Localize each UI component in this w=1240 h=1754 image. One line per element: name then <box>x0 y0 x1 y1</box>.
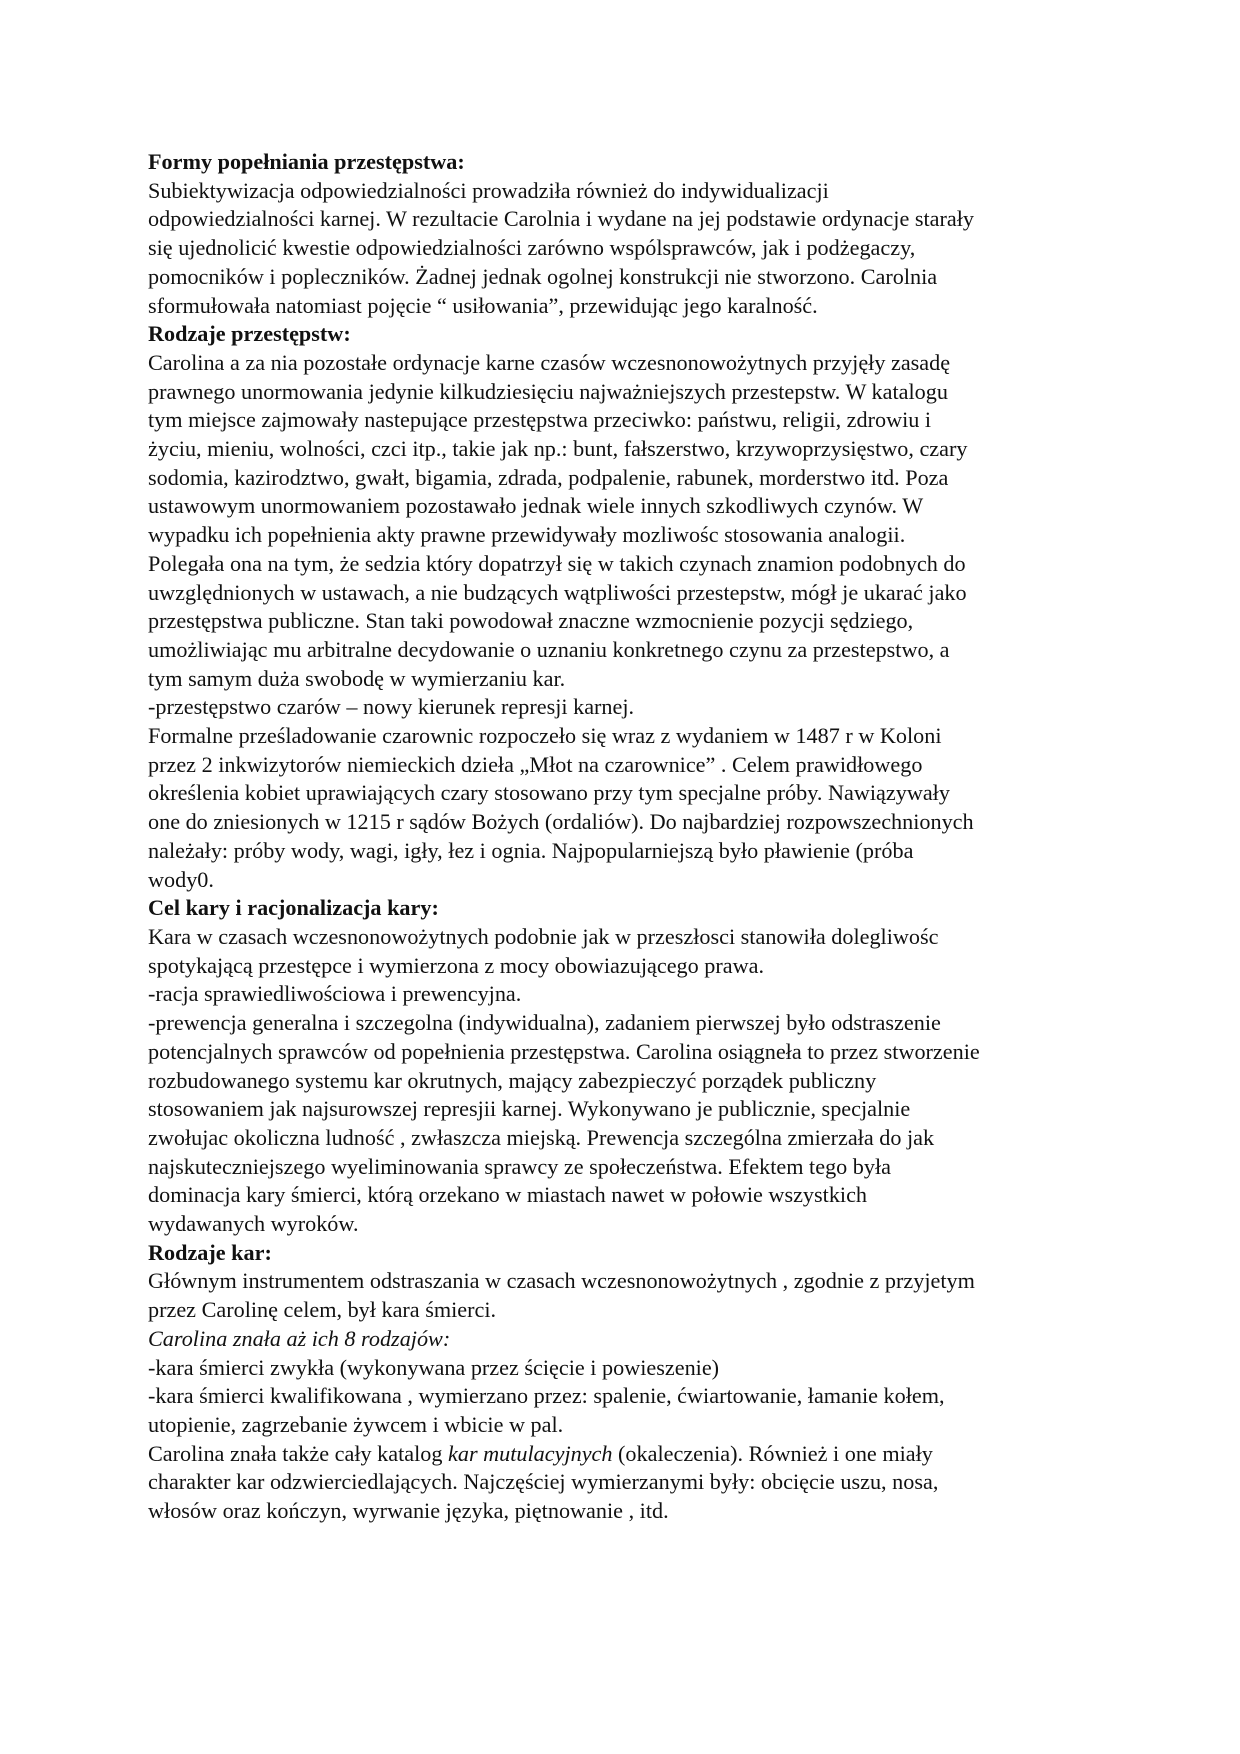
text-line: Głównym instrumentem odstraszania w czasach wczesnonowożytnych , zgodnie z przyjetym <box>148 1268 975 1294</box>
text-line: potencjalnych sprawców od popełnienia przestępstwa. Carolina osiągneła to przez stworzenie <box>148 1038 980 1064</box>
italic-phrase: kar mutulacyjnych <box>448 1440 613 1466</box>
text-line: Polegała ona na tym, że sedzia który dopatrzył się w takich czynach znamion podobnych do <box>148 550 966 576</box>
text-line: dominacja kary śmierci, którą orzekano w miastach nawet w połowie wszystkich <box>148 1182 868 1208</box>
text-line: zwołujac okoliczna ludność , zwłaszcza miejską. Prewencja szczególna zmierzała do jak <box>148 1124 935 1150</box>
text-line: -prewencja generalna i szczegolna (indywidualna), zadaniem pierwszej było odstraszenie <box>148 1010 941 1036</box>
text-line: Kara w czasach wczesnonowożytnych podobnie jak w przeszłosci stanowiła dolegliwośc <box>148 923 939 949</box>
text-line: -racja sprawiedliwościowa i prewencyjna. <box>148 981 522 1007</box>
text-line: przez 2 inkwizytorów niemieckich dzieła „Młot na czarownice” . Celem prawidłowego <box>148 751 923 777</box>
text-line: stosowaniem jak najsurowszej represjii karnej. Wykonywano je publicznie, specjalnie <box>148 1096 911 1122</box>
text-line: sodomia, kazirodztwo, gwałt, bigamia, zdrada, podpalenie, rabunek, morderstwo itd. Poza <box>148 464 949 490</box>
section-heading: Rodzaje kar: <box>148 1239 272 1265</box>
text-line: należały: próby wody, wagi, igły, łez i ognia. Najpopularniejszą było pławienie (próba <box>148 837 914 863</box>
text-line: określenia kobiet uprawiających czary stosowano przy tym specjalne próby. Nawiązywały <box>148 780 950 806</box>
text-line: spotykającą przestępce i wymierzona z mocy obowiazującego prawa. <box>148 952 765 978</box>
text-line: uwzględnionych w ustawach, a nie budzących wątpliwości przestepstw, mógł je ukarać jako <box>148 579 967 605</box>
text-line: się ujednolicić kwestie odpowiedzialności zarówno wspólsprawców, jak i podżegaczy, <box>148 235 916 261</box>
text-line: tym samym duża swobodę w wymierzaniu kar. <box>148 665 566 691</box>
italic-line: Carolina znała aż ich 8 rodzajów: <box>148 1325 451 1351</box>
text-line: Carolina a za nia pozostałe ordynacje karne czasów wczesnonowożytnych przyjęły zasadę <box>148 349 951 375</box>
text-line: przez Carolinę celem, był kara śmierci. <box>148 1297 497 1323</box>
text-line: tym miejsce zajmowały nastepujące przestępstwa przeciwko: państwu, religii, zdrowiu i <box>148 407 932 433</box>
text-segment: Carolina znała także cały katalog <box>148 1440 448 1466</box>
text-line: włosów oraz kończyn, wyrwanie języka, piętnowanie , itd. <box>148 1498 669 1524</box>
text-line: one do zniesionych w 1215 r sądów Bożych (ordaliów). Do najbardziej rozpowszechnionych <box>148 809 974 835</box>
text-line: najskuteczniejszego wyeliminowania sprawcy ze społeczeństwa. Efektem tego była <box>148 1153 891 1179</box>
text-line: charakter kar odzwierciedlających. Najczęściej wymierzanymi były: obcięcie uszu, nosa, <box>148 1469 939 1495</box>
text-line: wody0. <box>148 866 214 892</box>
text-line: przestępstwa publiczne. Stan taki powodował znaczne wzmocnienie pozycji sędziego, <box>148 608 914 634</box>
text-line: Subiektywizacja odpowiedzialności prowadziła również do indywidualizacji <box>148 177 829 203</box>
text-line: odpowiedzialności karnej. W rezultacie Carolnia i wydane na jej podstawie ordynacje starały <box>148 206 974 232</box>
document-page <box>148 148 1108 1526</box>
text-line: życiu, mieniu, wolności, czci itp., takie jak np.: bunt, fałszerstwo, krzywoprzysięstwo, czary <box>148 436 968 462</box>
text-line: -przestępstwo czarów – nowy kierunek represji karnej. <box>148 694 635 720</box>
text-line: wydawanych wyroków. <box>148 1211 359 1237</box>
text-line: ustawowym unormowaniem pozostawało jednak wiele innych szkodliwych czynów. W <box>148 493 924 519</box>
text-segment: (okaleczenia). Również i one miały <box>612 1440 933 1466</box>
text-line: pomocników i popleczników. Żadnej jednak ogolnej konstrukcji nie stworzono. Carolnia <box>148 263 938 289</box>
text-line: wypadku ich popełnienia akty prawne przewidywały mozliwośc stosowania analogii. <box>148 522 906 548</box>
text-line: -kara śmierci zwykła (wykonywana przez ścięcie i powieszenie) <box>148 1354 720 1380</box>
section-heading: Rodzaje przestępstw: <box>148 321 351 347</box>
text-line: sformułowała natomiast pojęcie “ usiłowania”, przewidując jego karalność. <box>148 292 818 318</box>
section-heading: Formy popełniania przestępstwa: <box>148 149 465 174</box>
section-heading: Cel kary i racjonalizacja kary: <box>148 895 439 921</box>
text-line: utopienie, zagrzebanie żywcem i wbicie w pal. <box>148 1411 564 1437</box>
text-line: Formalne prześladowanie czarownic rozpoczeło się wraz z wydaniem w 1487 r w Koloni <box>148 723 942 749</box>
text-line: rozbudowanego systemu kar okrutnych, mający zabezpieczyć porządek publiczny <box>148 1067 877 1093</box>
text-line: prawnego unormowania jedynie kilkudziesięciu najważniejszych przestepstw. W katalogu <box>148 378 948 404</box>
text-line: -kara śmierci kwalifikowana , wymierzano przez: spalenie, ćwiartowanie, łamanie kołem, <box>148 1383 945 1409</box>
text-line <box>148 1440 1108 1469</box>
text-line: umożliwiając mu arbitralne decydowanie o uznaniu konkretnego czynu za przestepstwo, a <box>148 636 950 662</box>
